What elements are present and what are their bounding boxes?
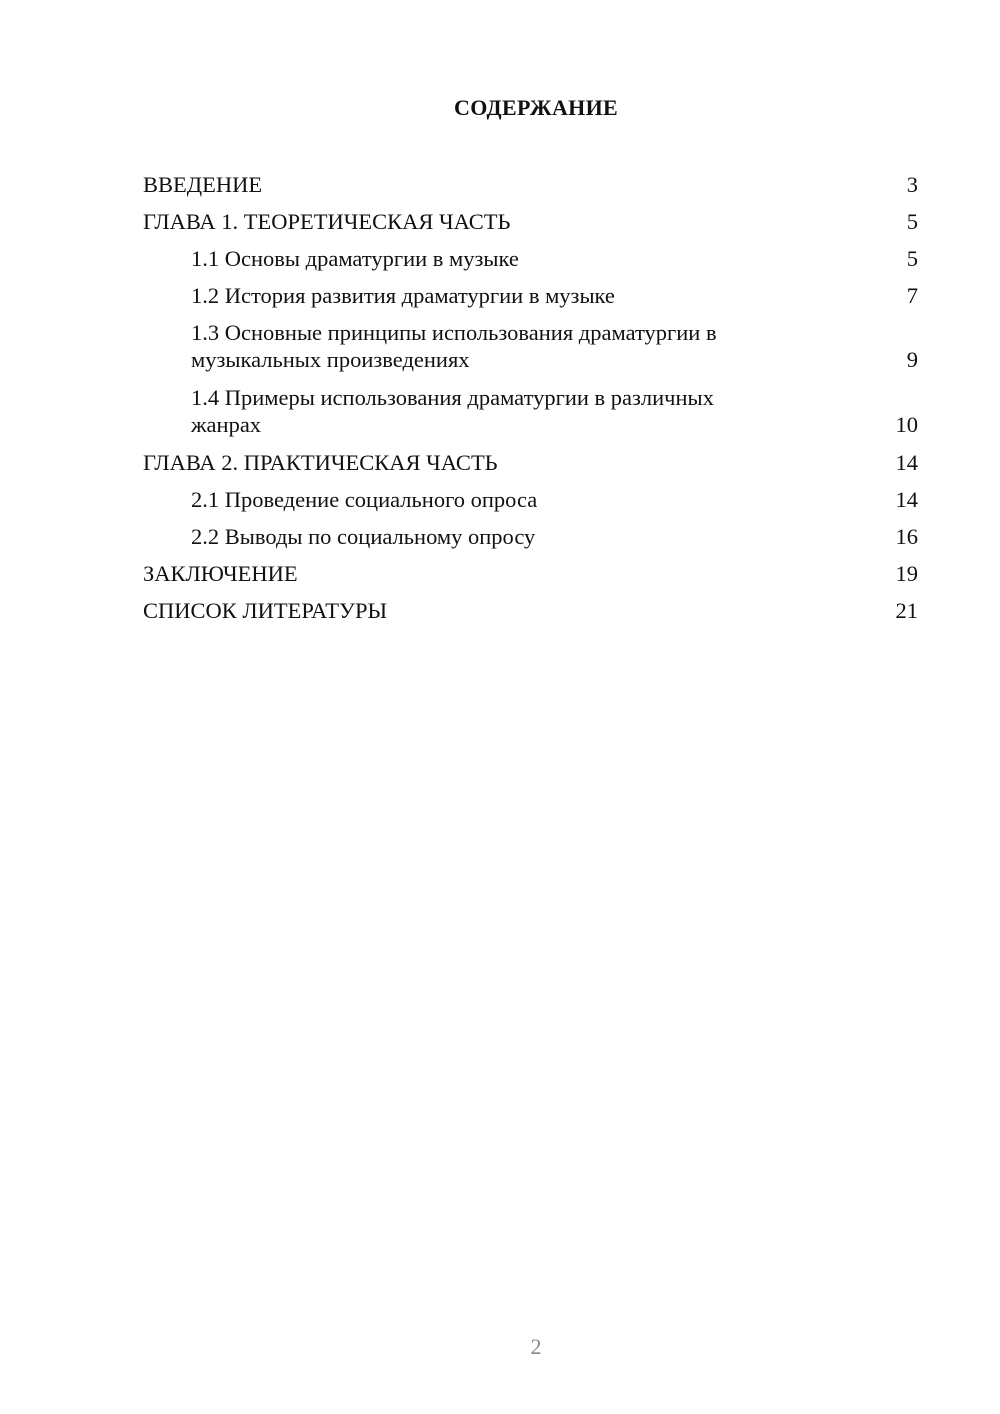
toc-entry-introduction[interactable] [143, 169, 918, 206]
toc-entry-text: ВВЕДЕНИЕ [143, 172, 263, 197]
toc-entry-bibliography[interactable] [143, 595, 918, 632]
toc-entry-page: 19 [895, 561, 918, 586]
toc-entry-page: 14 [895, 487, 918, 512]
toc-entry-page: 7 [906, 283, 918, 308]
toc-entry-text: ЗАКЛЮЧЕНИЕ [143, 561, 298, 586]
toc-entry-page: 16 [895, 524, 918, 549]
toc-entry-text: 2.1 Проведение социального опроса [191, 487, 538, 512]
toc-entry-page: 5 [906, 246, 918, 271]
toc-entry-text: 1.3 Основные принципы использования драматургии в музыкальных произведениях [191, 320, 717, 372]
toc-entry-page: 14 [895, 450, 918, 475]
toc-entry-page: 9 [906, 347, 918, 372]
table-of-contents [143, 169, 918, 632]
toc-entry-page: 21 [895, 598, 918, 623]
page-number: 2 [530, 1334, 542, 1359]
toc-entry-section-1-2[interactable] [143, 280, 918, 317]
toc-entry-chapter-1[interactable] [143, 206, 918, 243]
toc-entry-text: 2.2 Выводы по социальному опросу [191, 524, 536, 549]
toc-entry-page: 10 [895, 412, 918, 437]
toc-title: СОДЕРЖАНИЕ [454, 95, 618, 120]
toc-entry-text: 1.2 История развития драматургии в музыке [191, 283, 615, 308]
toc-entry-page: 5 [906, 209, 918, 234]
toc-entry-text: 1.1 Основы драматургии в музыке [191, 246, 519, 271]
toc-entry-page: 3 [906, 172, 918, 197]
toc-entry-text: СПИСОК ЛИТЕРАТУРЫ [143, 598, 388, 623]
toc-entry-conclusion[interactable] [143, 558, 918, 595]
toc-entry-text: ГЛАВА 2. ПРАКТИЧЕСКАЯ ЧАСТЬ [143, 450, 498, 475]
toc-entry-section-1-1[interactable] [143, 243, 918, 280]
toc-entry-text: 1.4 Примеры использования драматургии в различных жанрах [191, 385, 714, 437]
toc-entry-section-2-2[interactable] [143, 521, 918, 558]
toc-entry-section-2-1[interactable] [143, 484, 918, 521]
toc-entry-chapter-2[interactable] [143, 447, 918, 484]
toc-entry-text: ГЛАВА 1. ТЕОРЕТИЧЕСКАЯ ЧАСТЬ [143, 209, 511, 234]
toc-entry-section-1-4[interactable] [143, 382, 918, 447]
toc-entry-section-1-3[interactable] [143, 317, 918, 382]
